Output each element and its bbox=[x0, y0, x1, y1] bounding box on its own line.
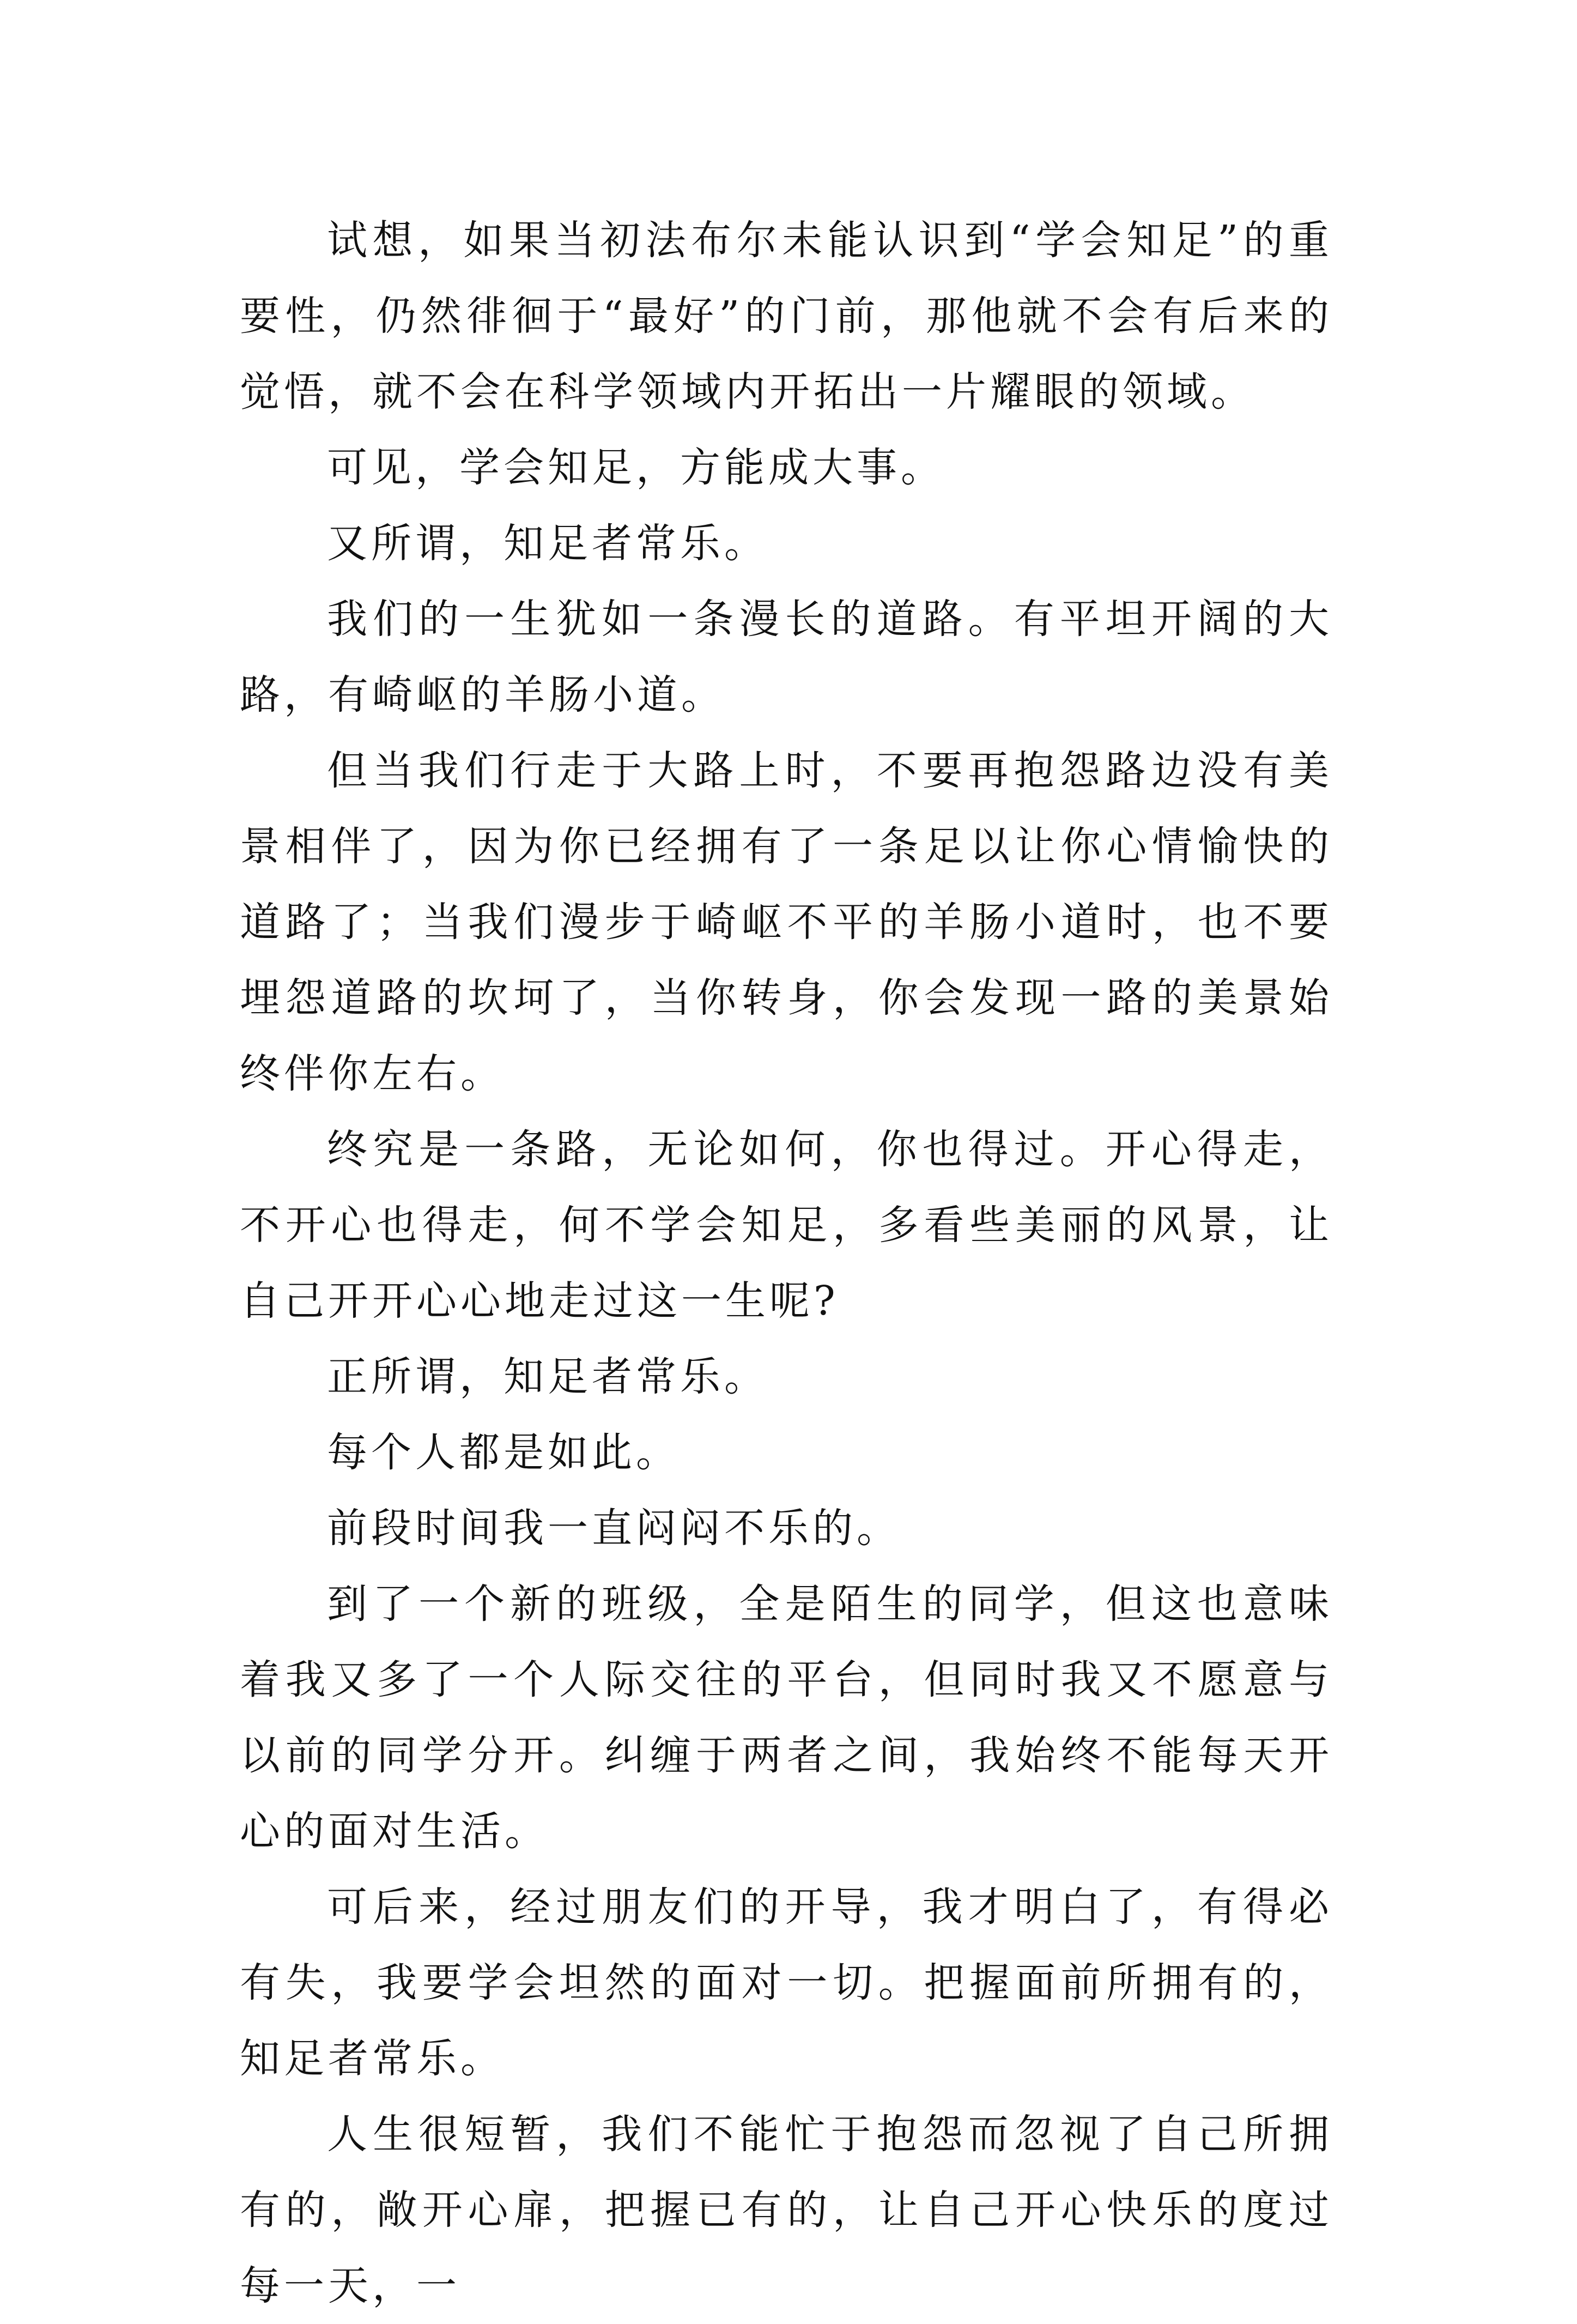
paragraph: 但当我们行走于大路上时，不要再抱怨路边没有美景相伴了，因为你已经拥有了一条足以让你心情愉快的道路了；当我们漫步于崎岖不平的羊肠小道时，也不要埋怨道路的坎坷了，当你转身，你会发现一路的美景始终伴你左右。 bbox=[240, 747, 1333, 1097]
paragraph: 正所谓，知足者常乐。 bbox=[327, 1353, 768, 1400]
paragraph: 人生很短暂，我们不能忙于抱怨而忽视了自己所拥有的，敞开心扉，把握已有的，让自己开心快乐的度过每一天，一 bbox=[240, 2111, 1333, 2309]
paragraph: 可见，学会知足，方能成大事。 bbox=[327, 444, 945, 491]
paragraph: 前段时间我一直闷闷不乐的。 bbox=[327, 1505, 901, 1552]
paragraph: 我们的一生犹如一条漫长的道路。有平坦开阔的大路，有崎岖的羊肠小道。 bbox=[240, 596, 1333, 718]
paragraph: 每个人都是如此。 bbox=[327, 1429, 680, 1476]
paragraph: 试想，如果当初法布尔未能认识到“学会知足”的重要性，仍然徘徊于“最好”的门前，那他就不会有后来的觉悟，就不会在科学领域内开拓出一片耀眼的领域。 bbox=[240, 217, 1333, 415]
paragraph: 到了一个新的班级，全是陌生的同学，但这也意味着我又多了一个人际交往的平台，但同时我又不愿意与以前的同学分开。纠缠于两者之间，我始终不能每天开心的面对生活。 bbox=[240, 1581, 1333, 1855]
paragraph: 终究是一条路，无论如何，你也得过。开心得走，不开心也得走，何不学会知足，多看些美丽的风景，让自己开开心心地走过这一生呢? bbox=[240, 1126, 1333, 1324]
document-body bbox=[240, 203, 1333, 2324]
paragraph: 又所谓，知足者常乐。 bbox=[327, 520, 768, 567]
paragraph: 可后来，经过朋友们的开导，我才明白了，有得必有失，我要学会坦然的面对一切。把握面前所拥有的，知足者常乐。 bbox=[240, 1884, 1333, 2082]
